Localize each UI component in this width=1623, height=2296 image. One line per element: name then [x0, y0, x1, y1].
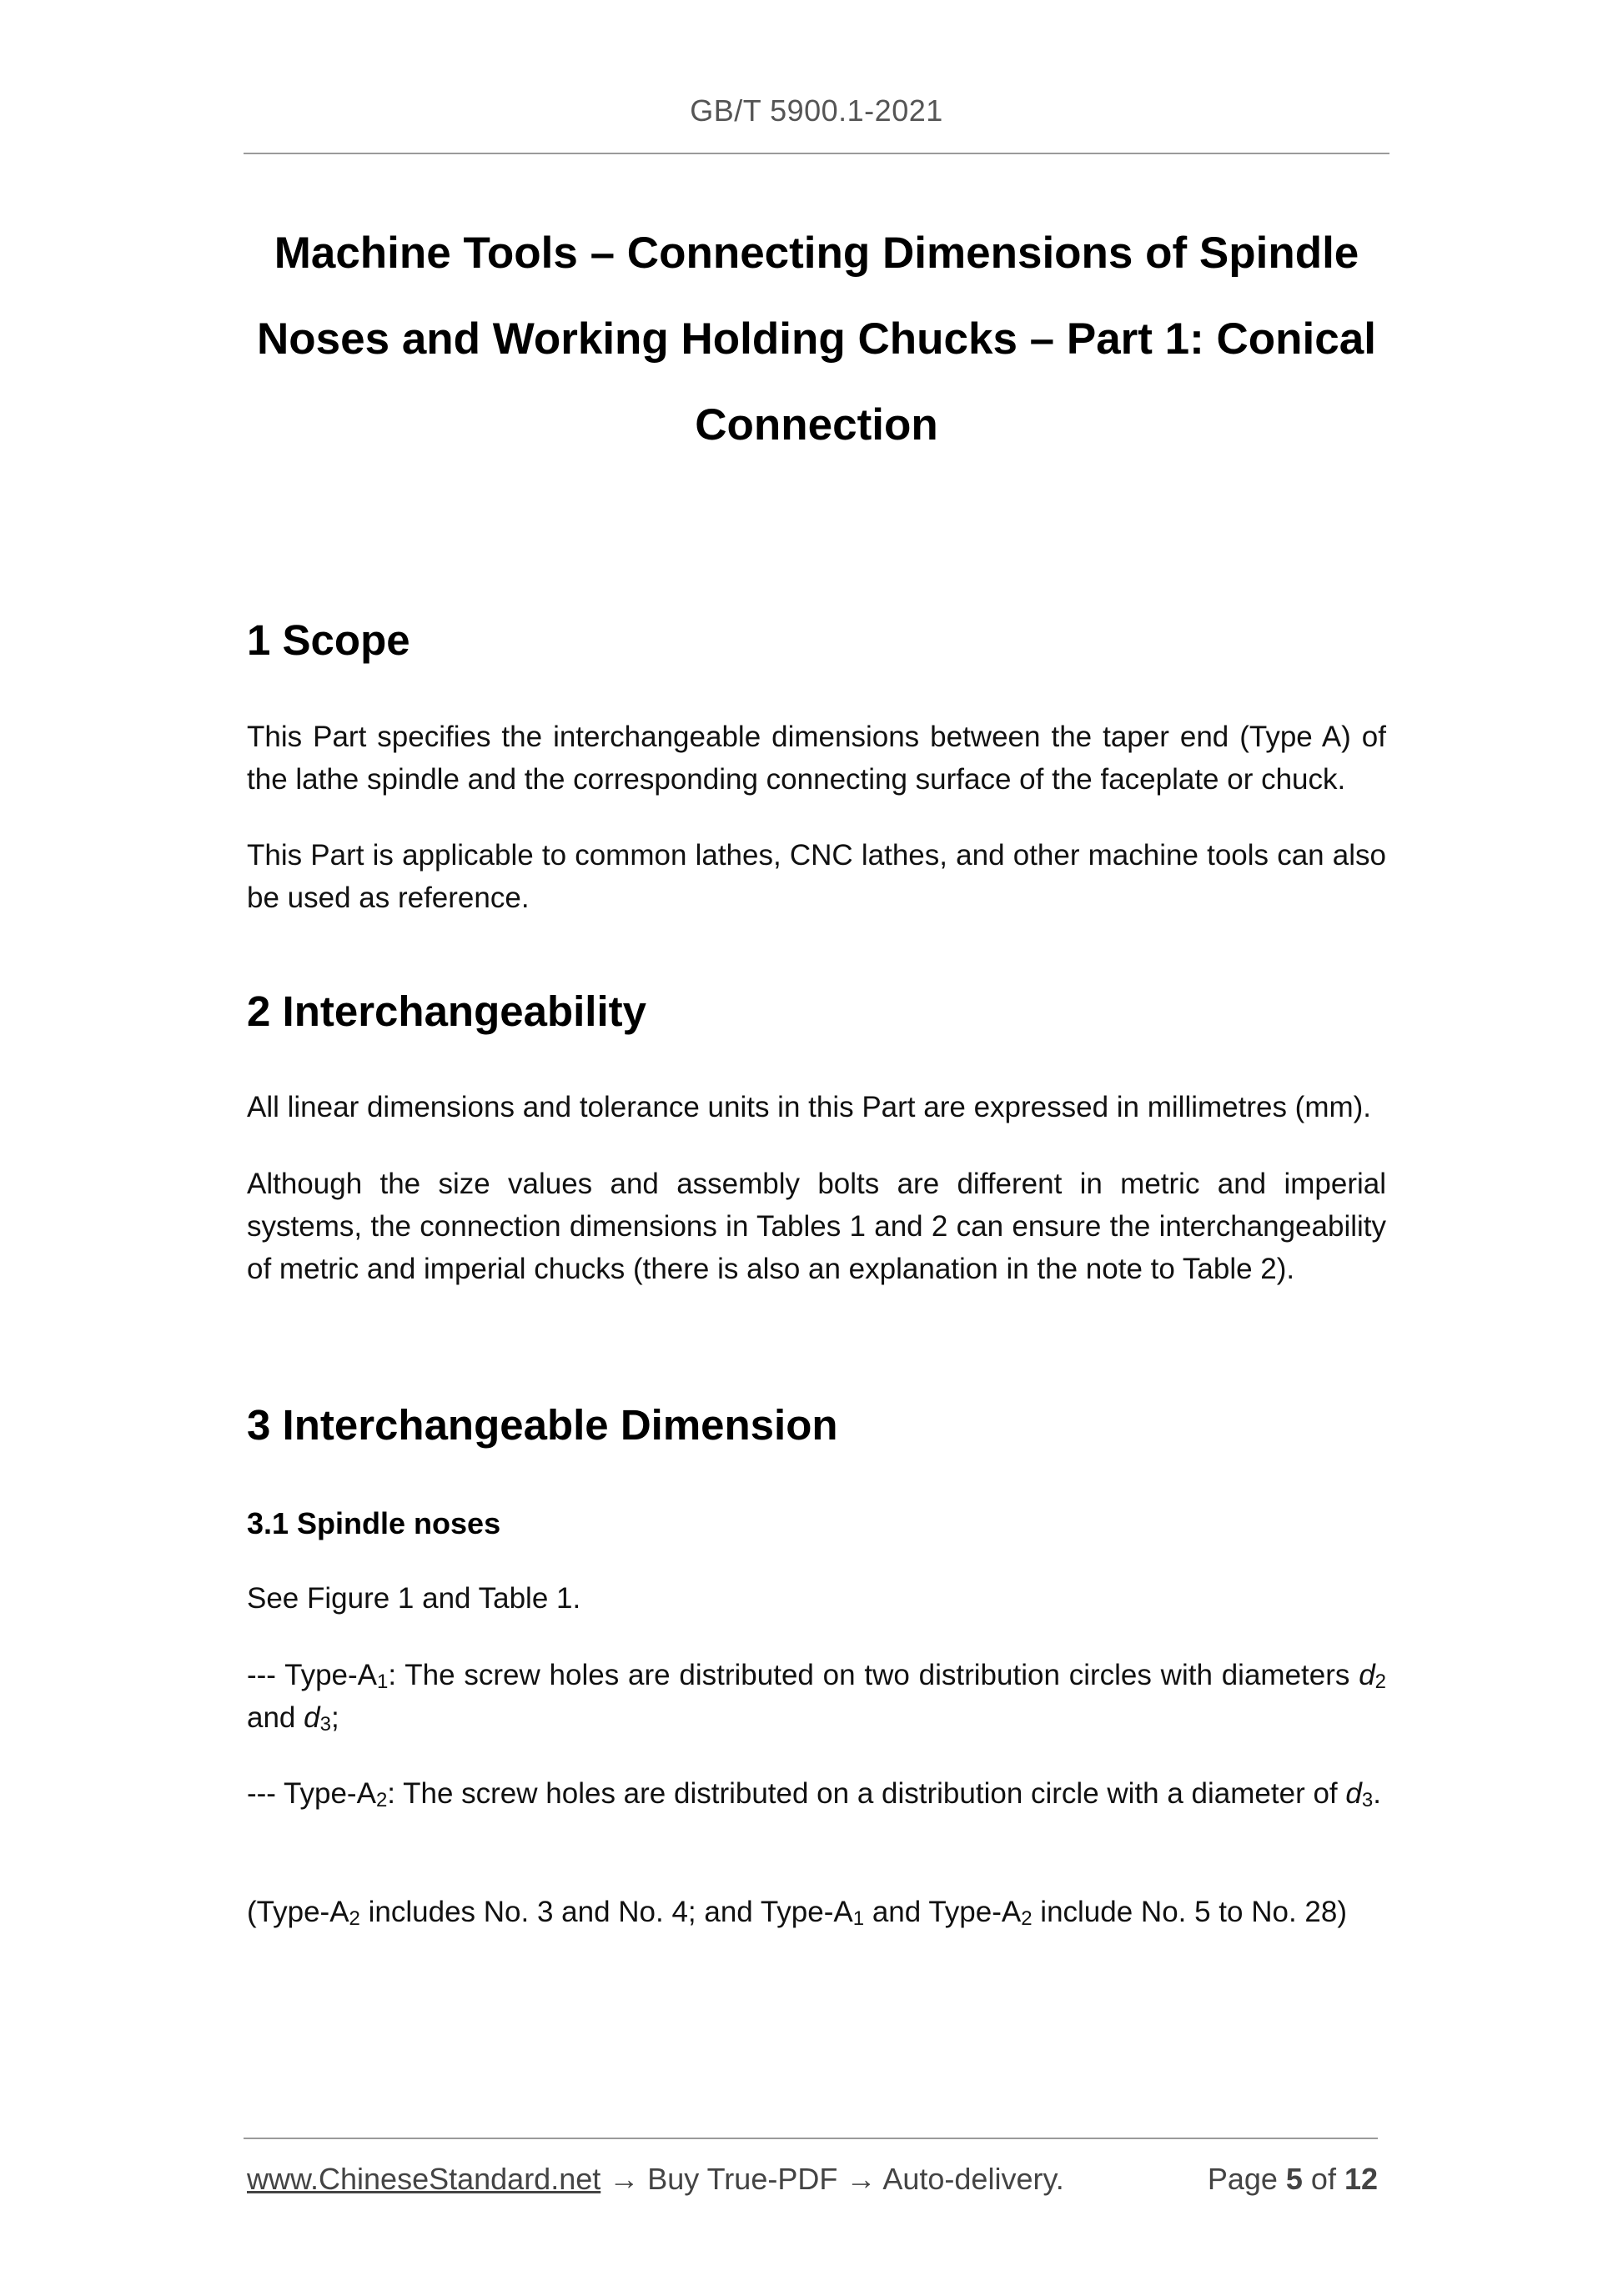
- subsection-heading-spindle-noses: 3.1 Spindle noses: [247, 1506, 501, 1540]
- buy-true-pdf-text: Buy True-PDF: [647, 2162, 838, 2196]
- title-line-2: Noses and Working Holding Chucks – Part 1: Conical: [257, 314, 1376, 364]
- section-heading-interchangeable-dimension: 3 Interchangeable Dimension: [247, 1401, 838, 1449]
- title-line-3: Connection: [695, 400, 938, 450]
- document-title: [244, 210, 1389, 468]
- type-coverage-note: ($Type-A_2$ includes No. 3 and No. 4; and Type-$A_1$ and Type-$A_2$ include No. 5 to No. 28): [247, 1896, 1347, 1930]
- arrow-right-icon: →: [600, 2162, 648, 2196]
- running-header: GB/T 5900.1-2021: [690, 93, 943, 128]
- scope-paragraph-1: This Part specifies the interchangeable dimensions between the taper end (Type A) of the lathe spindle and the corresponding connecting surface of the faceplate or chuck.: [247, 721, 1386, 796]
- section-heading-scope: 1 Scope: [247, 616, 410, 664]
- type-a1-description: --- Type-$A_1$: The screw holes are distributed on two distribution circles with diameters $d_2$ and $d_3$;: [247, 1659, 1387, 1736]
- interchangeability-paragraph-2: Although the size values and assembly bolts are different in metric and imperial systems, the connection dimensions in Tables 1 and 2 can ensure the interchangeability of metric and imperial chucks (there is also an explanation in the note to Table 2).: [247, 1168, 1386, 1285]
- spindle-noses-reference: See Figure 1 and Table 1.: [247, 1582, 581, 1615]
- current-page: 5: [1285, 2162, 1303, 2196]
- page-footer: [247, 2158, 1378, 2200]
- interchangeability-paragraph-1: All linear dimensions and tolerance units in this Part are expressed in millimetres (mm).: [247, 1091, 1372, 1123]
- header-divider: [244, 153, 1389, 154]
- type-a2-description: --- Type-$A_2$: The screw holes are distributed on a distribution circle with a diameter of $d_3$.: [247, 1777, 1381, 1811]
- title-line-1: Machine Tools – Connecting Dimensions of Spindle: [274, 229, 1359, 278]
- auto-delivery-text: Auto-delivery.: [882, 2162, 1064, 2196]
- website-link[interactable]: www.ChineseStandard.net: [247, 2162, 601, 2196]
- page-number: Page 5 of 12: [1207, 2162, 1378, 2196]
- footer-divider: [244, 2138, 1378, 2139]
- arrow-right-icon: →: [837, 2162, 883, 2196]
- total-pages: 12: [1344, 2162, 1378, 2196]
- scope-paragraph-2: This Part is applicable to common lathes, CNC lathes, and other machine tools can also be used as reference.: [247, 839, 1386, 914]
- section-heading-interchangeability: 2 Interchangeability: [247, 987, 646, 1035]
